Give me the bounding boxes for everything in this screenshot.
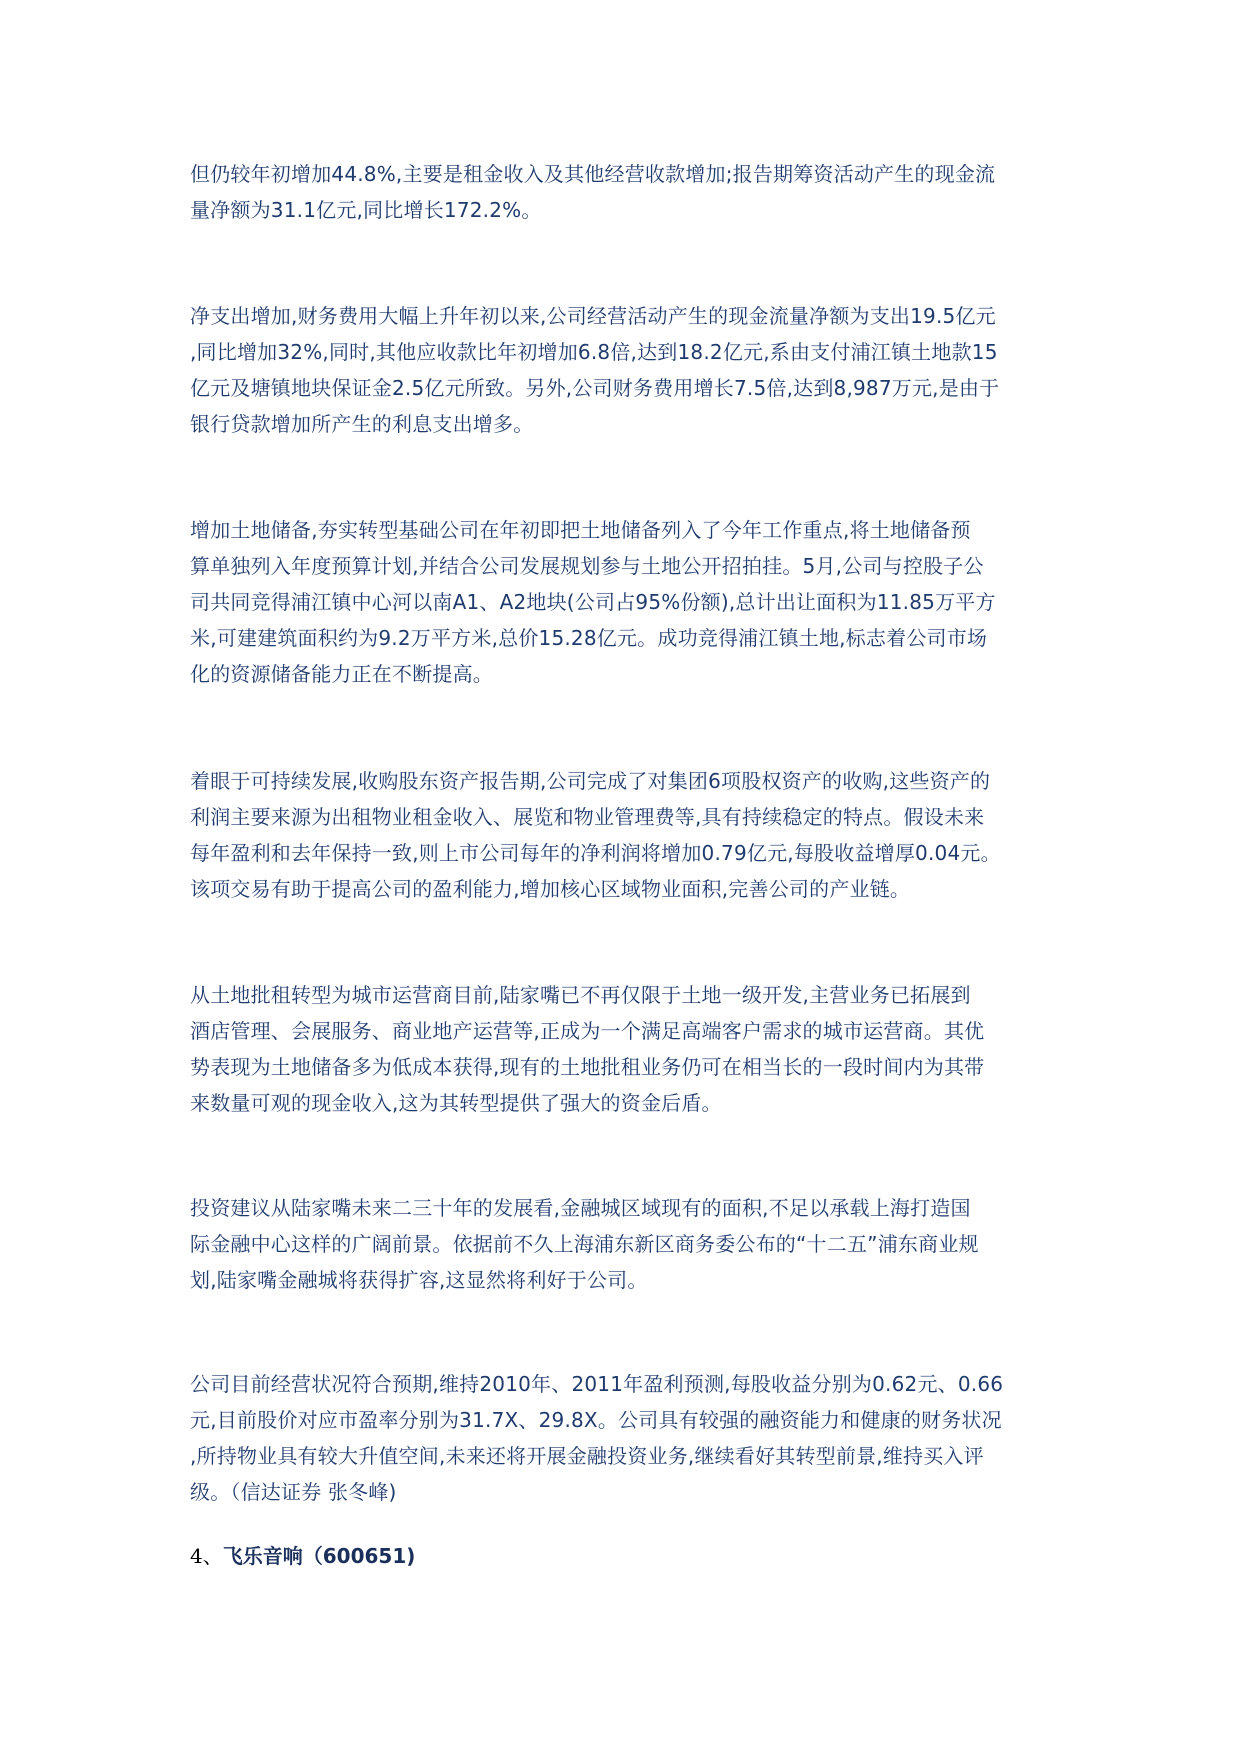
text-line: 净支出增加,财务费用大幅上升年初以来,公司经营活动产生的现金流量净额为支出19.5亿元: [190, 304, 996, 328]
text-line: 着眼于可持续发展,收购股东资产报告期,公司完成了对集团6项股权资产的收购,这些资产的: [190, 769, 991, 793]
text-line: ,同比增加32%,同时,其他应收款比年初增加6.8倍,达到18.2亿元,系由支付浦江镇土地款15: [190, 340, 998, 364]
section-number: 4、: [190, 1544, 223, 1568]
paragraph-financial-expenses: [190, 298, 1070, 442]
text-line: 每年盈利和去年保持一致,则上市公司每年的净利润将增加0.79亿元,每股收益增厚0.04元。: [190, 841, 1001, 865]
text-line: 划,陆家嘴金融城将获得扩容,这显然将利好于公司。: [190, 1268, 648, 1292]
text-line: 亿元及塘镇地块保证金2.5亿元所致。另外,公司财务费用增长7.5倍,达到8,987万元,是由于: [190, 376, 1000, 400]
text-line: 公司目前经营状况符合预期,维持2010年、2011年盈利预测,每股收益分别为0.62元、0.66: [190, 1372, 1004, 1396]
text-line: 级。（信达证券 张冬峰): [190, 1480, 397, 1504]
text-line: 来数量可观的现金收入,这为其转型提供了强大的资金后盾。: [190, 1091, 722, 1115]
text-line: 该项交易有助于提高公司的盈利能力,增加核心区域物业面积,完善公司的产业链。: [190, 877, 911, 901]
section-title: 飞乐音响（600651): [222, 1544, 416, 1568]
paragraph-city-operator: [190, 977, 1070, 1121]
text-line: 际金融中心这样的广阔前景。依据前不久上海浦东新区商务委公布的“十二五”浦东商业规: [190, 1232, 979, 1256]
text-line: 银行贷款增加所产生的利息支出增多。: [190, 412, 534, 436]
text-line: 投资建议从陆家嘴未来二三十年的发展看,金融城区域现有的面积,不足以承载上海打造国: [190, 1196, 971, 1220]
text-line: 算单独列入年度预算计划,并结合公司发展规划参与土地公开招拍挂。5月,公司与控股子公: [190, 554, 984, 578]
text-line: 量净额为31.1亿元,同比增长172.2%。: [190, 198, 542, 222]
text-line: 司共同竞得浦江镇中心河以南A1、A2地块(公司占95%份额),总计出让面积为11.85万平方: [190, 590, 996, 614]
text-line: 酒店管理、会展服务、商业地产运营等,正成为一个满足高端客户需求的城市运营商。其优: [190, 1019, 985, 1043]
paragraph-earnings-forecast: [190, 1366, 1070, 1510]
text-line: 势表现为土地储备多为低成本获得,现有的土地批租业务仍可在相当长的一段时间内为其带: [190, 1055, 985, 1079]
text-line: 化的资源储备能力正在不断提高。: [190, 662, 493, 686]
text-line: 但仍较年初增加44.8%,主要是租金收入及其他经营收款增加;报告期筹资活动产生的现金流: [190, 162, 996, 186]
text-line: 增加土地储备,夯实转型基础公司在年初即把土地储备列入了今年工作重点,将土地储备预: [190, 518, 971, 542]
text-line: 利润主要来源为出租物业租金收入、展览和物业管理费等,具有持续稳定的特点。假设未来: [190, 805, 985, 829]
text-line: ,所持物业具有较大升值空间,未来还将开展金融投资业务,继续看好其转型前景,维持买入评: [190, 1444, 984, 1468]
section-heading: [190, 1540, 415, 1572]
text-line: 从土地批租转型为城市运营商目前,陆家嘴已不再仅限于土地一级开发,主营业务已拓展到: [190, 983, 971, 1007]
text-line: 元,目前股价对应市盈率分别为31.7X、29.8X。公司具有较强的融资能力和健康的财务状况: [190, 1408, 1002, 1432]
paragraph-asset-acquisition: [190, 763, 1070, 907]
paragraph-cash-flow: [190, 156, 1070, 228]
paragraph-investment-advice: [190, 1190, 1070, 1298]
paragraph-land-reserve: [190, 512, 1070, 692]
text-line: 米,可建建筑面积约为9.2万平方米,总价15.28亿元。成功竞得浦江镇土地,标志着公司市场: [190, 626, 988, 650]
